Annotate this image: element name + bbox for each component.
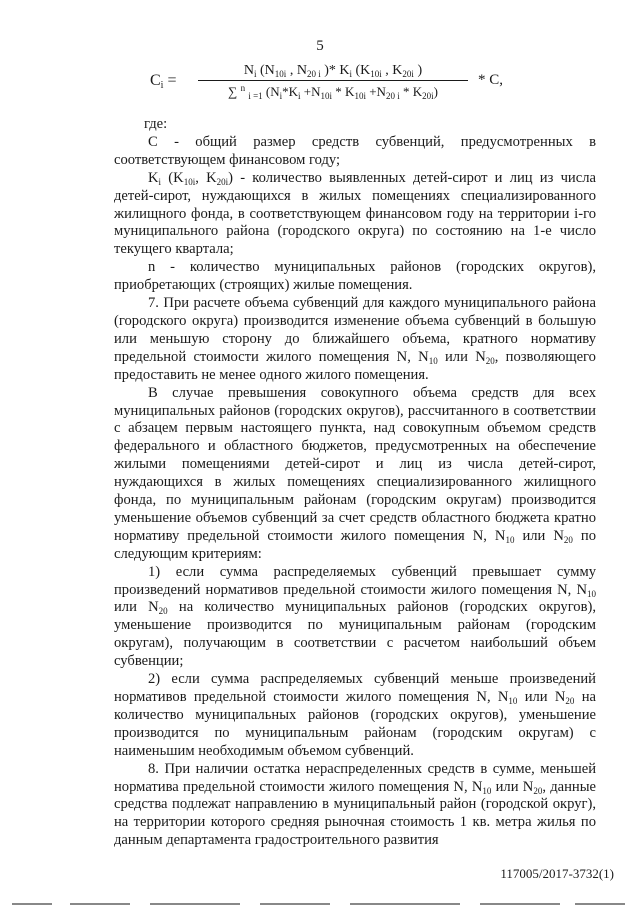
formula-lhs-symbol: C	[150, 72, 161, 89]
formula-fraction	[198, 62, 468, 100]
document-id: 117005/2017-3732(1)	[500, 866, 614, 881]
paragraph-excess-case: В случае превышения совокупного объема средств для всех муниципальных районов (городских округов), рассчитанного в соответствии с абзацем первым настоящего пункта, над совокупным объемом средств федерального и областного бюджетов, предусмотренных на обеспечение жилыми помещениями детей-сирот и лиц из числа детей-сирот, нуждающихся в жилых помещениях специализированного жилищного фонда, по муниципальным районам (городским округам) производится уменьшение объемов субвенций за счет средств областного бюджета кратно нормативу предельной стоимости жилого помещения N, $N_{10}$ или $N_{20}$ по следующим критериям:	[114, 384, 596, 562]
paragraph-definition-k: $K_i$ ($K_{10i}$, $K_{20i}$) - количество выявленных детей-сирот и лиц из числа детей-сирот, нуждающихся в жилых помещениях специализированного жилищного фонда, в соответствующем финансовом году на территории i-го муниципального района (городского округа) по состоянию на 1-е число текущего квартала;	[114, 169, 596, 258]
paragraph-criterion-1: 1) если сумма распределяемых субвенций превышает сумму произведений нормативов предельной стоимости жилого помещения N, $N_{10}$ или $N_{20}$ на количество муниципальных районов (городских округов), уменьшение производится по муниципальным районам (городским округам), получающим в соответствии с расчетом наибольший объем субвенции;	[114, 563, 597, 670]
formula-lhs-subscript: i	[160, 80, 164, 91]
paragraph-definition-c: С - общий размер средств субвенций, предусмотренных в соответствующем финансовом году;	[114, 133, 596, 168]
paragraph-item-7: 7. При расчете объема субвенций для каждого муниципального района (городского округа) производится изменение объема субвенций в большую или меньшую сторону до ближайшего объема, кратного нормативу предельной стоимости жилого помещения N, $N_{10}$ или $N_{20}$, позволяющего предоставить не менее одного жилого помещения.	[114, 295, 596, 383]
paragraph-criterion-2: 2) если сумма распределяемых субвенций меньше произведений нормативов предельной стоимости жилого помещения N, $N_{10}$ или $N_{20}$ на количество муниципальных районов (городских округов), уменьшение производится по муниципальным районам (городским округам) с наименьшим необходимым объемом субвенций.	[114, 671, 596, 759]
subsidy-formula	[150, 62, 530, 102]
formula-rhs: * C,	[478, 72, 504, 88]
paragraph-definition-n: n - количество муниципальных районов (городских округов), приобретающих (строящих) жилые помещения.	[114, 259, 596, 294]
paragraph-where: где:	[144, 116, 168, 132]
page-number: 5	[316, 38, 324, 54]
formula-denominator: ∑ $^n$ $_{i =1}$ $(N_i*K_i +N_{10i} * K_{10i} +N_{20 i} * K_{20i})$	[228, 83, 438, 101]
document-body	[114, 116, 596, 850]
formula-numerator: $N_i$ ($N_{10i}$ , $N_{20 i}$ )* $K_i$ ($K_{10i}$ , $K_{20i}$ )	[243, 63, 423, 79]
fraction-bar	[198, 80, 468, 81]
paragraph-item-8: 8. При наличии остатка нераспределенных средств в сумме, меньшей норматива предельной стоимости жилого помещения N, $N_{10}$ или $N_{20}$, данные средства подлежат направлению в муниципальный район (городской округ), на территории которого средняя рыночная стоимость 1 кв. метра жилья по данным департамента градостроительного развития	[114, 760, 597, 849]
scan-edge-marks	[0, 900, 640, 905]
formula-lhs: $C_i$ =	[150, 72, 177, 91]
